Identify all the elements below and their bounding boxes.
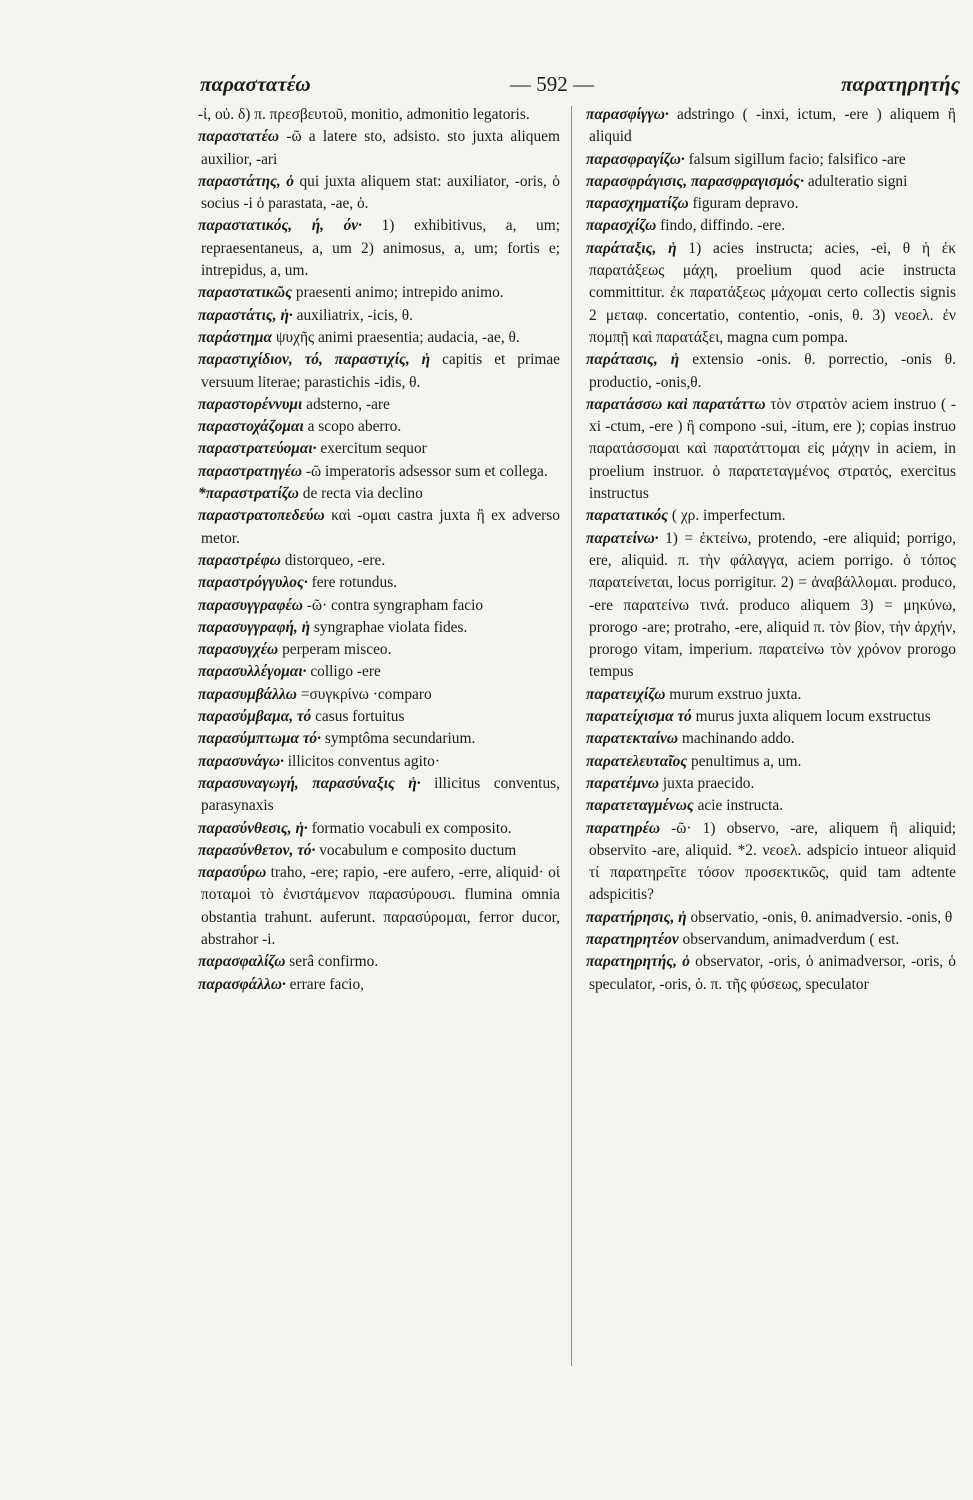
entry-definition: casus fortuitus [315, 708, 405, 726]
entry-definition: adulteratio signi [807, 172, 908, 190]
dictionary-entry [198, 461, 560, 483]
dictionary-entry [198, 282, 560, 304]
entry-definition: murus juxta aliquem locum exstructus [695, 708, 931, 726]
entry-headword: παράστημα [198, 328, 273, 346]
dictionary-entry [586, 751, 956, 773]
entry-headword: παρατήρησις, ἡ [586, 908, 687, 926]
dictionary-entry [586, 149, 956, 171]
dictionary-entry [198, 818, 560, 840]
dictionary-entry [586, 215, 956, 237]
dictionary-entry [586, 104, 956, 149]
entry-definition: a scopo aberro. [307, 418, 402, 436]
dictionary-entry [586, 193, 956, 215]
entry-headword: παρατηρητέον [586, 930, 679, 948]
entry-headword: παρατειχίζω [586, 685, 666, 703]
entry-headword: παρατεταγμένως [586, 797, 694, 815]
page-number: — 592 — [510, 72, 594, 96]
entry-headword: παρατάσσω καὶ παρατάττω [586, 395, 766, 413]
dictionary-entry [198, 617, 560, 639]
entry-definition: τὸν στρατὸν aciem instruo ( -xi -ctum, -ere ) ἢ compono -sui, -itum, ere ); copias instruo παρατάσσομαι καὶ παρατάττομαι εἰς μάχην in aciem, in proelium instruor. ὁ παρατεταγμένος στρατός, exercitus instructus [589, 395, 956, 503]
entry-definition: formatio vocabuli ex composito. [311, 819, 512, 837]
entry-headword: παραστάτις, ἡ· [198, 306, 293, 324]
dictionary-entry [586, 349, 956, 394]
entry-definition: 1) exhibitivus, a, um; repraesentaneus, a, um 2) animosus, a, um; fortis e; intrepidus, a, um. [201, 217, 560, 280]
running-header [200, 72, 960, 102]
dictionary-entry [586, 818, 956, 907]
entry-headword: παρασφάλλω· [198, 975, 286, 993]
dictionary-entry [586, 929, 956, 951]
entry-definition: vocabulum e composito ductum [319, 841, 517, 859]
entry-definition: -ῶ a latere sto, adsisto. sto juxta aliquem auxilior, -ari [201, 128, 560, 168]
dictionary-entry [198, 327, 560, 349]
dictionary-entry [198, 438, 560, 460]
dictionary-entry [586, 951, 956, 996]
entry-headword: παρασφραγίζω· [586, 150, 685, 168]
right-column [586, 104, 956, 996]
dictionary-entry [198, 416, 560, 438]
dictionary-entry [586, 505, 956, 527]
entry-definition: traho, -ere; rapio, -ere aufero, -erre, aliquid· οἱ ποταμοὶ τὸ ἐνιστάμενον παρασύρουσι. flumina omnia obstantia trahunt. auferunt. παρασύρομαι, ferror ducor, abstrahor -i. [201, 864, 560, 948]
dictionary-entry [198, 974, 560, 996]
entry-definition: =συγκρίνω ·comparo [300, 685, 432, 703]
entry-definition: ( χρ. imperfectum. [671, 507, 786, 525]
entry-definition: 1) = ἐκτείνω, protendo, -ere aliquid; porrigo, ere, aliquid. π. τὴν φάλαγγα, aciem porrigo. ὁ τόπος παρατείνεται, locus porrigitur. 2) = ἀναβάλλομαι. produco, -ere παρατείνω τινά. produco aliquem 3) = μηκύνω, prorogo -are; protraho, -ere, aliquid π. τὸν βίον, τὴν ἀρχήν, prorogo vitam, imperium. παρατείνω τὸν χρόνον prorogo tempus [589, 529, 956, 681]
entry-definition: distorqueo, -ere. [284, 551, 386, 569]
entry-definition: acie instructa. [697, 797, 784, 815]
entry-definition: exercitum sequor [320, 440, 427, 458]
entry-headword: παραστρατεύομαι· [198, 440, 317, 458]
entry-definition: observatio, -onis, θ. animadversio. -onis, θ [690, 908, 953, 926]
dictionary-entry [198, 171, 560, 216]
entry-headword: παρασύρω [198, 864, 267, 882]
dictionary-entry [586, 728, 956, 750]
dictionary-entry [586, 706, 956, 728]
dictionary-entry [198, 104, 560, 126]
entry-definition: colligo -ere [310, 663, 381, 681]
entry-definition: penultimus a, um. [691, 752, 802, 770]
dictionary-entry [198, 305, 560, 327]
entry-definition: adstringo ( -inxi, ictum, -ere ) aliquem ἢ aliquid [589, 106, 956, 146]
entry-headword: παρασφίγγω· [586, 106, 669, 123]
entry-definition: καὶ -ομαι castra juxta ἢ ex adverso metor. [201, 507, 560, 547]
entry-definition: -ῶ imperatoris adsessor sum et collega. [305, 462, 548, 480]
entry-headword: παρασύνθεσις, ἡ· [198, 819, 308, 837]
entry-headword: παραστρέφω [198, 551, 281, 569]
dictionary-entry [586, 171, 956, 193]
entry-definition: findo, diffindo. -ere. [660, 217, 786, 235]
column-divider [571, 106, 572, 1366]
entry-headword: παρατείχισμα τό [586, 708, 692, 726]
entry-definition: juxta praecido. [662, 774, 755, 792]
header-left-guide-word: παραστατέω [200, 72, 311, 96]
dictionary-entry [586, 394, 956, 505]
dictionary-entry [586, 795, 956, 817]
entry-headword: παρατηρητής, ὁ [586, 953, 690, 971]
entry-headword: παρασφράγισις, παρασφραγισμός· [586, 172, 804, 190]
entry-headword: παραστάτης, ὁ [198, 172, 294, 190]
entry-headword: παράτασις, ἡ [586, 351, 680, 369]
dictionary-entry [198, 394, 560, 416]
dictionary-entry [586, 684, 956, 706]
entry-definition: machinando addo. [681, 730, 795, 748]
entry-headword: παρασυγγραφή, ἡ [198, 618, 311, 636]
entry-headword: παρασυναγωγή, παρασύναξις ἡ· [198, 774, 421, 792]
entry-headword: παραστιχίδιον, τό, παραστιχίς, ἡ [198, 351, 431, 369]
entry-definition: capitis et primae versuum literae; parastichis -idis, θ. [201, 351, 560, 391]
entry-headword: παρατατικός [586, 507, 669, 525]
entry-definition: syngraphae violata fides. [313, 618, 468, 636]
entry-headword: παρασχίζω [586, 217, 657, 235]
entry-definition: extensio -onis. θ. porrectio, -onis θ. productio, -onis,θ. [589, 351, 956, 391]
entry-definition: figuram depravo. [692, 195, 799, 213]
dictionary-entry [198, 951, 560, 973]
dictionary-entry [586, 528, 956, 684]
dictionary-entry [198, 126, 560, 171]
entry-headword: παρατεκταίνω [586, 730, 679, 748]
dictionary-entry [198, 773, 560, 818]
entry-definition: de recta via declino [302, 485, 423, 503]
entry-headword: παρασυγγραφέω [198, 596, 303, 614]
entry-headword: παρατηρέω [586, 819, 661, 837]
left-column [198, 104, 560, 996]
entry-definition: auxiliatrix, -icis, θ. [296, 306, 413, 324]
entry-headword: παρασυνάγω· [198, 752, 284, 770]
entry-definition: -ῶ· contra syngrapham facio [306, 596, 484, 614]
entry-definition: errare facio, [289, 975, 364, 993]
entry-headword: παραστρατηγέω [198, 462, 303, 480]
dictionary-entry [198, 751, 560, 773]
entry-headword: παραστατέω [198, 128, 280, 146]
dictionary-entry [586, 773, 956, 795]
dictionary-entry [198, 684, 560, 706]
entry-definition: illicitus conventus, parasynaxis [201, 774, 560, 815]
dictionary-entry [198, 215, 560, 282]
dictionary-entry [586, 907, 956, 929]
dictionary-entry [198, 661, 560, 683]
entry-headword: παρασυμβάλλω [198, 685, 297, 703]
entry-headword: παραστρατοπεδεύω [198, 507, 325, 525]
entry-definition: adsterno, -are [306, 395, 390, 413]
entry-headword: παράταξις, ἡ [586, 239, 677, 257]
entry-definition: praesenti animo; intrepido animo. [295, 284, 504, 302]
entry-definition: serâ confirmo. [289, 953, 379, 971]
entry-definition: qui juxta aliquem stat: auxiliator, -oris, ὁ socius -i ὁ parastata, -ae, ὁ. [201, 172, 560, 213]
entry-headword: παραστρόγγυλος· [198, 574, 308, 592]
entry-headword: παραστατικός, ή, όν· [198, 217, 362, 235]
entry-headword: παρασφαλίζω [198, 953, 286, 971]
dictionary-entry [198, 706, 560, 728]
entry-definition: -ῶ· 1) observo, -are, aliquem ἢ aliquid; observito -are, aliquid. *2. νεοελ. adspicio intueor aliquid τί παρατηρεῖτε τόσον προσεκτικῶς, quid tam adtente adspicitis? [589, 819, 956, 904]
entry-definition: -ἰ, οὐ. δ) π. πρεσβευτοῦ, monitio, admonitio legatoris. [198, 106, 530, 123]
entry-headword: παρασύμβαμα, τό [198, 708, 312, 726]
dictionary-entry [198, 639, 560, 661]
dictionary-entry [586, 238, 956, 349]
entry-headword: παρασυλλέγομαι· [198, 663, 307, 681]
entry-headword: παρασύνθετον, τό· [198, 841, 316, 859]
dictionary-entry [198, 349, 560, 394]
dictionary-entry [198, 572, 560, 594]
entry-headword: παραστοχάζομαι [198, 418, 304, 436]
entry-headword: παρατέμνω [586, 774, 660, 792]
entry-definition: 1) acies instructa; acies, -ei, θ ἡ ἐκ παρατάξεως μάχη, proelium quod acie instructa committitur. ἐκ παρατάξεως μάχομαι certo collectis signis 2 μεταφ. concertatio, contentio, -onis, θ. 3) νεοελ. ἐν πομπῇ καὶ παρατάξει, magna cum pompa. [589, 239, 956, 346]
entry-definition: ψυχῆς animi praesentia; audacia, -ae, θ. [275, 328, 520, 346]
entry-definition: murum exstruo juxta. [669, 685, 802, 703]
dictionary-entry [198, 483, 560, 505]
entry-definition: observator, -oris, ὁ animadversor, -oris, ὁ speculator, -oris, ὁ. π. τῆς φύσεως, speculator [589, 953, 956, 993]
entry-headword: παρασύμπτωμα τό· [198, 730, 321, 748]
entry-definition: falsum sigillum facio; falsifico -are [688, 150, 906, 168]
entry-headword: *παραστρατίζω [198, 485, 299, 503]
entry-definition: fere rotundus. [311, 574, 398, 592]
dictionary-entry [198, 862, 560, 951]
entry-definition: symptôma secundarium. [324, 730, 476, 748]
entry-headword: παρατελευταῖος [586, 752, 688, 770]
dictionary-entry [198, 728, 560, 750]
entry-headword: παρατείνω· [586, 529, 659, 547]
dictionary-entry [198, 505, 560, 550]
entry-definition: illicitos conventus agito· [287, 752, 440, 770]
header-right-guide-word: παρατηρητής [841, 72, 960, 96]
entry-headword: παραστορέννυμι [198, 395, 303, 413]
entry-headword: παρασχηματίζω [586, 195, 689, 213]
dictionary-entry [198, 595, 560, 617]
entry-headword: παραστατικῶς [198, 284, 293, 302]
dictionary-entry [198, 840, 560, 862]
entry-definition: perperam misceo. [282, 641, 392, 659]
dictionary-entry [198, 550, 560, 572]
entry-headword: παρασυγχέω [198, 641, 279, 659]
entry-definition: observandum, animadverdum ( est. [682, 930, 900, 948]
